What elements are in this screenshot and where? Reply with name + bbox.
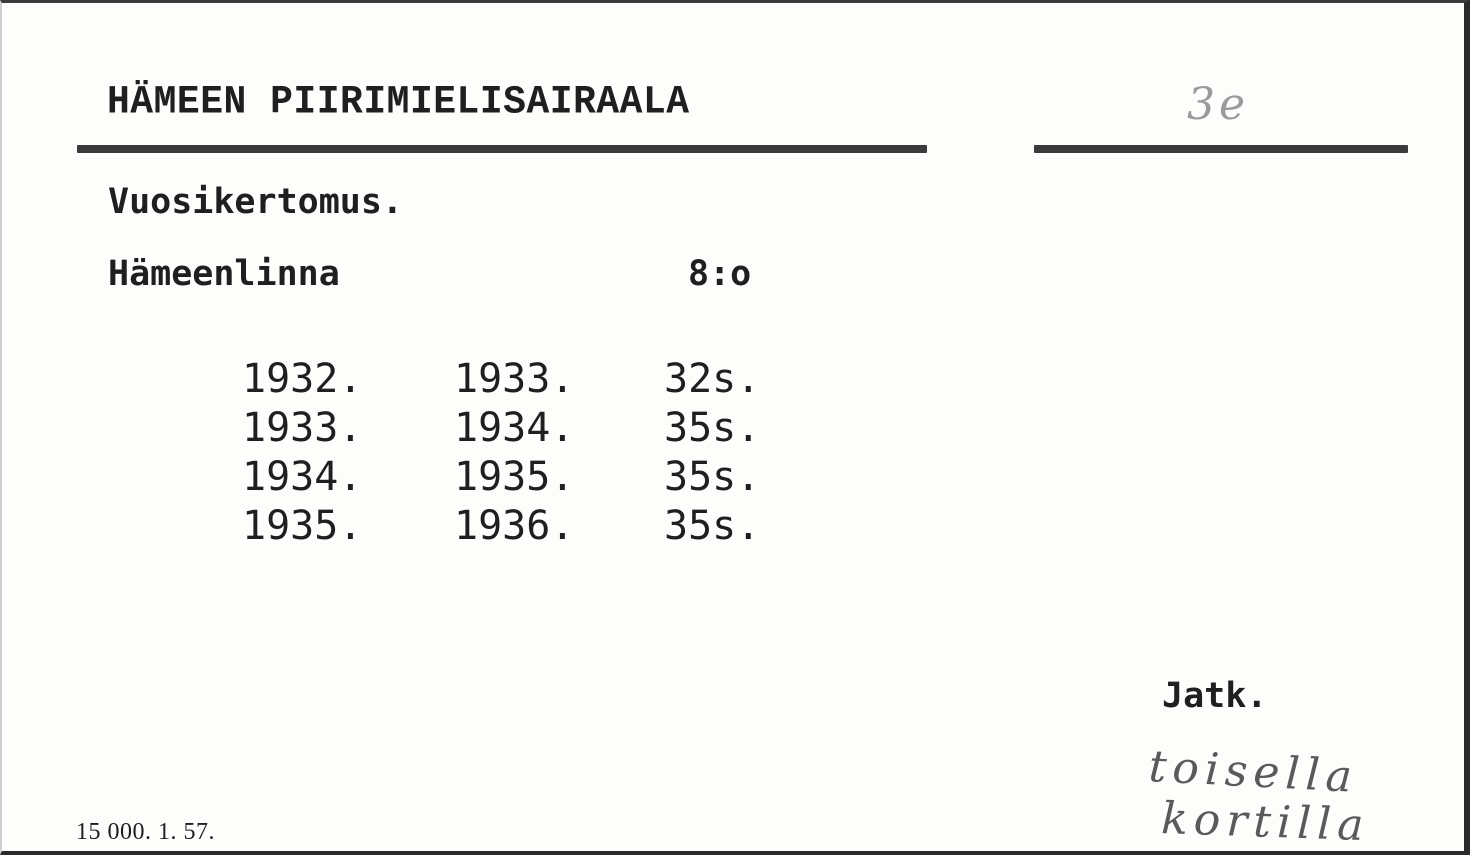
volume-from-year: 1933. bbox=[242, 405, 363, 451]
volume-from-year: 1932. bbox=[242, 356, 363, 402]
volume-pages: 35s. bbox=[664, 503, 761, 549]
handwritten-note-line1: toisella bbox=[1147, 741, 1360, 803]
publication-format: 8:o bbox=[688, 254, 752, 294]
volume-to-year: 1935. bbox=[454, 454, 575, 500]
volume-to-year: 1933. bbox=[454, 356, 575, 402]
print-code: 15 000. 1. 57. bbox=[76, 819, 215, 845]
call-number: 3e bbox=[1187, 79, 1250, 130]
publication-place: Hämeenlinna bbox=[108, 254, 340, 294]
volume-from-year: 1935. bbox=[242, 503, 363, 549]
title-rule-right bbox=[1034, 145, 1408, 153]
volume-from-year: 1934. bbox=[242, 454, 363, 500]
continuation-note: Jatk. bbox=[1162, 676, 1268, 716]
title-rule-left bbox=[77, 145, 927, 153]
volume-to-year: 1934. bbox=[454, 405, 575, 451]
volume-to-year: 1936. bbox=[454, 503, 575, 549]
volume-pages: 35s. bbox=[664, 454, 761, 500]
card-title: HÄMEEN PIIRIMIELISAIRAALA bbox=[107, 79, 690, 125]
card-subtitle: Vuosikertomus. bbox=[108, 182, 404, 222]
volume-pages: 32s. bbox=[664, 356, 761, 402]
handwritten-note-line2: kortilla bbox=[1160, 793, 1371, 852]
volume-pages: 35s. bbox=[664, 405, 761, 451]
